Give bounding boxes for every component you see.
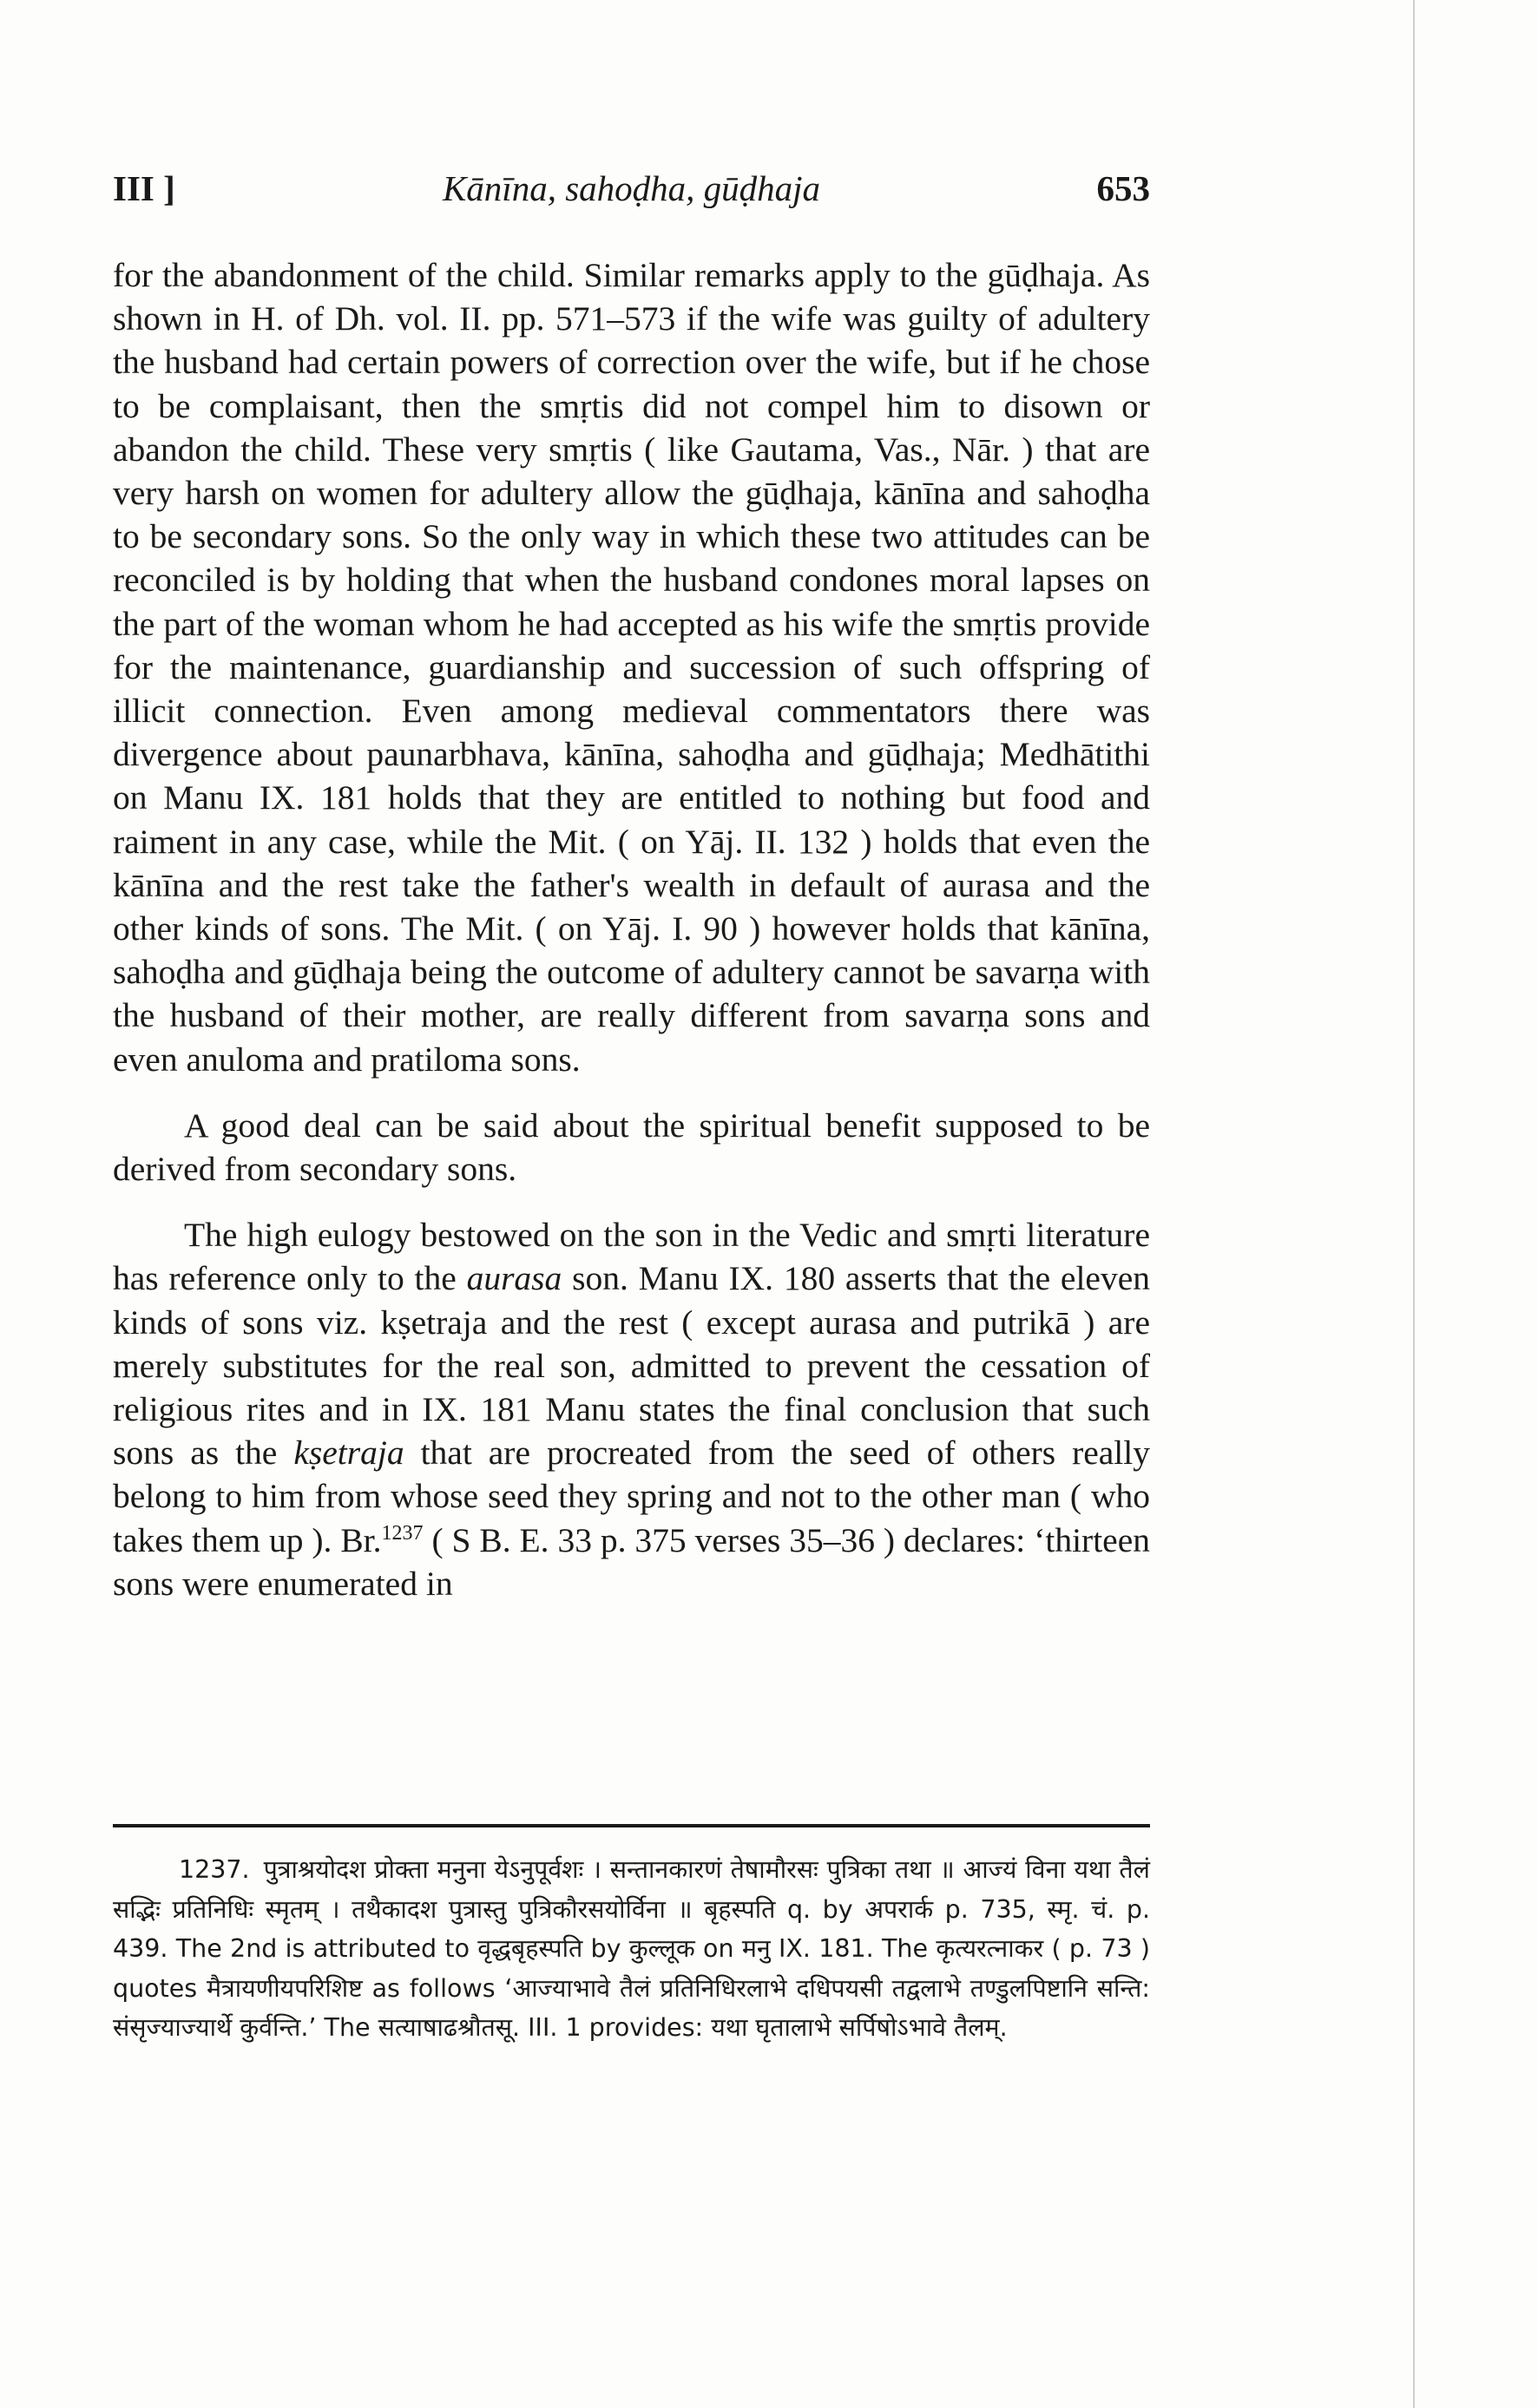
para3-italic-aurasa: aurasa	[466, 1259, 562, 1298]
paragraph-2: A good deal can be said about the spiritual benefit supposed to be derived from secondary sons.	[113, 1106, 1150, 1189]
footnote-divider	[113, 1824, 1150, 1827]
para3-italic-ksetraja: kṣetraja	[293, 1434, 404, 1473]
para3-text-a: The high eulogy bestowed on the son in the Vedic and smṛti literature has reference only to the	[113, 1216, 1150, 1298]
page-edge-line	[1413, 0, 1415, 2408]
paragraph-3	[113, 1213, 1150, 1605]
main-text	[113, 253, 1150, 1605]
running-header	[113, 167, 1150, 220]
paragraph-1: for the abandonment of the child. Similar remarks apply to the gūḍhaja. As shown in H. of Dh. vol. II. pp. 571–573 if the wife was guilty of adultery the husband had certain powers of correction over the wife, but if he chose to be complaisant, then the smṛtis did not compel him to disown or abandon the child. These very smṛtis ( like Gautama, Vas., Nār. ) that are very harsh on women for adultery allow the gūḍhaja, kānīna and sahoḍha to be secondary sons. So the only way in which these two attitudes can be reconciled is by holding that when the husband condones moral lapses on the part of the woman whom he had accepted as his wife the smṛtis provide for the maintenance, guardianship and succession of such offspring of illicit connection. Even among medieval commentators there was divergence about paunarbhava, kānīna, sahoḍha and gūḍhaja; Medhātithi on Manu IX. 181 holds that they are entitled to nothing but food and raiment in any case, while the Mit. ( on Yāj. II. 132 ) holds that even the kānīna and the rest take the father's wealth in default of aurasa and the other kinds of sons. The Mit. ( on Yāj. I. 90 ) however holds that kānīna, sahoḍha and gūḍhaja being the outcome of adultery cannot be savarṇa with the husband of their mother, are really different from savarṇa sons and even anuloma and pratiloma sons.	[113, 256, 1150, 1079]
para3-text-b: son. Manu IX. 180 asserts that the eleven kinds of sons viz. kṣetraja and the rest ( except aurasa and putrikā ) are merely substitutes for the real son, admitted to prevent the cessation of religious rites and in IX. 181 Manu states the final conclusion that such sons as the	[113, 1259, 1150, 1473]
footnote	[113, 1850, 1150, 2048]
running-title: Kānīna, sahoḍha, gūḍhaja	[442, 168, 821, 208]
footnote-text: पुत्राश्रयोदश प्रोक्ता मनुना येऽनुपूर्वशः । सन्तानकारणं तेषामौरसः पुत्रिका तथा ॥ आज्यं विना यथा तैलं सद्भिः प्रतिनिधिः स्मृतम् । तथैकादश पुत्रास्तु पुत्रिकौरसयोर्विना ॥ बृहस्पति q. by अपरार्क p. 735, स्मृ. चं. p. 439. The 2nd is attributed to वृद्धबृहस्पति by कुल्लूक on मनु IX. 181. The कृत्यरत्नाकर ( p. 73 ) quotes मैत्रायणीयपरिशिष्ट as follows ‘आज्याभावे तैलं प्रतिनिधिरलाभे दधिपयसी तद्वलाभे तण्डुलपिष्टानि सन्ति: संसृज्याज्यार्थे कुर्वन्ति.’ The सत्याषाढश्रौतसू. III. 1 provides: यथा घृतालाभे सर्पिषोऽभावे तैलम्.	[113, 1855, 1150, 2042]
footnote-number: 1237.	[179, 1855, 250, 1884]
footnote-reference: 1237	[381, 1521, 424, 1545]
para3-text-d: ( S B. E. 33 p. 375 verses 35–36 ) declares: ‘thirteen sons were enumerated in	[113, 1520, 1150, 1603]
page-number: 653	[1096, 168, 1150, 208]
chapter-marker: III ]	[113, 168, 175, 208]
para3-text-c: that are procreated from the seed of others really belong to him from whose seed they spring and not to the other man ( who takes them up ). Br.	[113, 1434, 1151, 1559]
